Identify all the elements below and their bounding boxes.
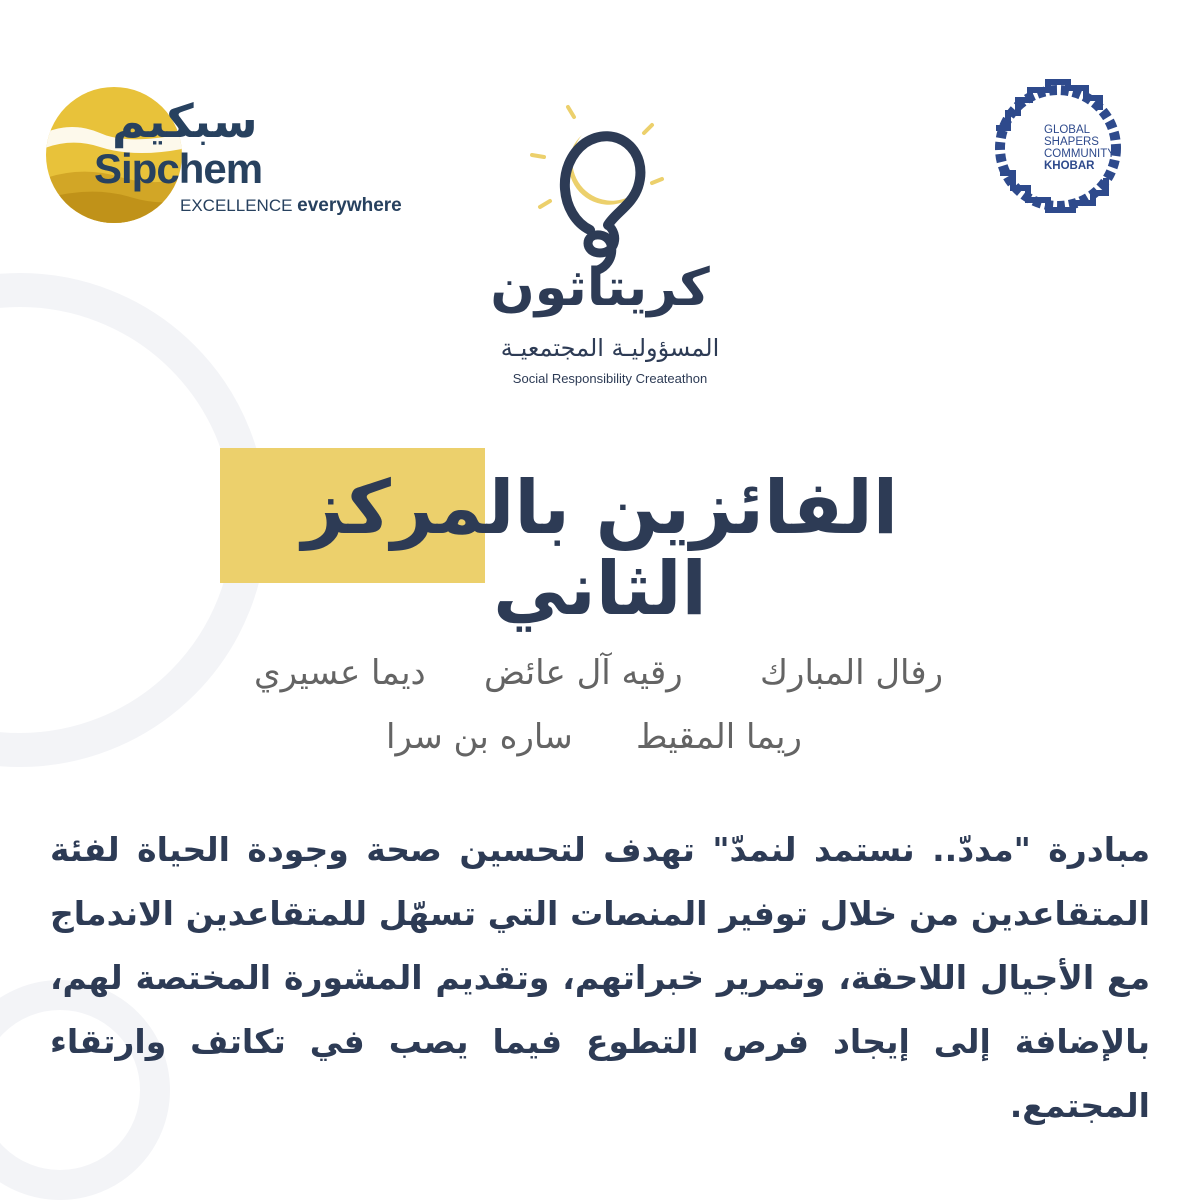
winner-name: ريما المقيط (636, 717, 802, 757)
headline-block (200, 448, 1000, 633)
sipchem-tagline-suffix: everywhere (297, 195, 402, 216)
winner-name: ساره بن سرا (386, 717, 573, 757)
shapers-line-2: SHAPERS (1044, 136, 1099, 148)
sipchem-arabic-name: سبكيم (112, 94, 258, 148)
shapers-line-1: GLOBAL (1044, 124, 1091, 136)
createathon-subtitle-english: Social Responsibility Createathon (512, 371, 708, 386)
headline-highlight-word: الثاني (493, 546, 707, 633)
createathon-subtitle-arabic: المسؤوليـة المجتمعيـة (500, 334, 720, 362)
sipchem-english-name: Sipchem (94, 145, 263, 192)
winner-name: ديما عسيري (254, 653, 426, 693)
shapers-line-3: COMMUNITY (1044, 148, 1115, 160)
initiative-description: مبادرة "مددّ.. نستمد لنمدّ" تهدف لتحسين صحة وجودة الحياة لفئة المتقاعدين من خلال توفير المنصات التي تسهّل للمتقاعدين الاندماج مع الأجيال اللاحقة، وتمرير خبراتهم، وتقديم المشورة المختصة لهم، بالإضافة إلى إيجاد فرص التطوع فيما يصب في تكاتف وارتقاء المجتمع. (50, 830, 1150, 1125)
lightbulb-icon (520, 95, 680, 280)
winner-name: رقيه آل عائض (484, 653, 683, 693)
shapers-line-4: KHOBAR (1044, 160, 1095, 172)
sipchem-tagline (180, 196, 402, 215)
winner-name: رفال المبارك (760, 653, 944, 693)
global-shapers-text (1044, 124, 1115, 172)
headline-prefix: الفائزين بالمركز (301, 465, 899, 551)
createathon-title: كريتاثون (490, 258, 710, 318)
headline (200, 465, 1000, 633)
sipchem-tagline-prefix: EXCELLENCE (180, 196, 293, 215)
